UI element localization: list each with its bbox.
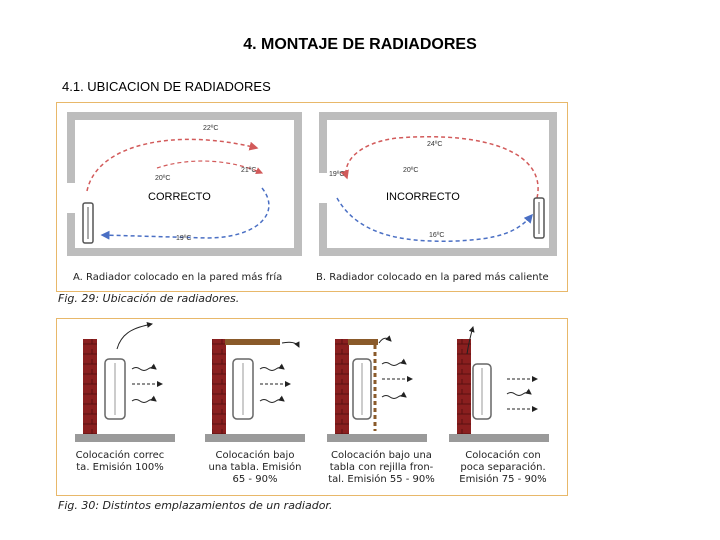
figure-29-diagram	[57, 103, 567, 291]
room-b-caption: B. Radiador colocado en la pared más caliente	[316, 272, 549, 283]
room-b-temp-4: 16ºC	[429, 232, 445, 239]
placement-1-caption: Colocación correc ta. Emisión 100%	[75, 450, 165, 473]
incorrect-label: INCORRECTO	[386, 191, 460, 203]
placement-3-caption: Colocación bajo una tabla con rejilla fron- tal. Emisión 55 - 90%	[328, 450, 435, 485]
placement-3-drawing	[327, 338, 427, 442]
figure-29	[56, 102, 568, 292]
correct-label: CORRECTO	[148, 191, 211, 203]
room-b-temp-1: 24ºC	[427, 141, 443, 148]
room-a-temp-4: 19ºC	[176, 235, 192, 242]
figure-29-caption: Fig. 29: Ubicación de radiadores.	[58, 292, 240, 305]
room-a-temp-2: 20ºC	[155, 175, 171, 182]
room-a-caption: A. Radiador colocado en la pared más fría	[73, 272, 283, 283]
room-a-temp-1: 22ºC	[203, 125, 219, 132]
room-a-temp-3: 21ºC	[241, 167, 257, 174]
room-b-temp-2: 20ºC	[403, 167, 419, 174]
section-subtitle: 4.1. UBICACION DE RADIADORES	[62, 79, 271, 94]
placement-1-drawing	[75, 324, 175, 442]
placement-4-caption: Colocación con poca separación. Emisión 75 - 90%	[459, 450, 547, 485]
room-a-radiator	[83, 203, 93, 243]
page-title: 4. MONTAJE DE RADIADORES	[243, 36, 477, 53]
placement-2-drawing	[205, 339, 305, 442]
figure-30	[56, 318, 568, 496]
room-b-radiator	[534, 198, 544, 238]
room-b-temp-3: 19ºC	[329, 171, 345, 178]
placement-2-caption: Colocación bajo una tabla. Emisión 65 - 90%	[208, 450, 302, 485]
figure-30-caption: Fig. 30: Distintos emplazamientos de un radiador.	[58, 499, 333, 512]
placement-4-drawing	[449, 327, 549, 442]
